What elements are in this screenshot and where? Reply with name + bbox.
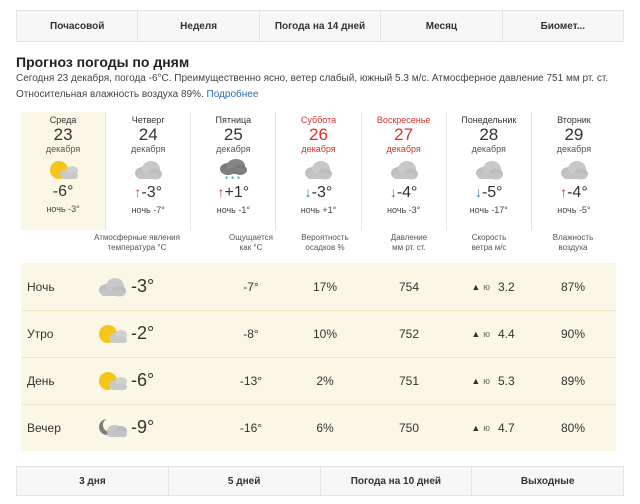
period-humidity: 80% — [560, 420, 586, 435]
period-pressure: 754 — [398, 279, 420, 294]
day-name: Среда — [49, 115, 77, 125]
night-temperature: ночь +1° — [300, 205, 337, 215]
day-temp-value: -4° — [396, 184, 418, 201]
svg-text:*: * — [225, 175, 229, 182]
period-precip-probability: 2% — [316, 373, 334, 388]
cloud-icon — [301, 158, 335, 182]
day-name: Вторник — [557, 115, 591, 125]
tab-hourly[interactable]: Почасовой — [17, 11, 138, 41]
day-month: декабря — [471, 144, 506, 154]
moon-cloud-icon — [95, 404, 129, 451]
header-humidity-line1: Влажность — [552, 233, 594, 242]
night-temperature: ночь -3° — [46, 204, 80, 214]
sun-cloud-icon — [95, 357, 129, 404]
more-link[interactable]: Подробнее — [206, 89, 259, 100]
day-number: 27 — [394, 125, 414, 144]
header-wind — [449, 233, 529, 253]
header-pressure-line1: Давление — [390, 233, 428, 242]
day-temp-value: +1° — [224, 184, 250, 201]
period-temperature: -2° — [131, 323, 155, 343]
period-pressure: 750 — [398, 420, 420, 435]
header-pressure — [369, 233, 449, 253]
snow-cloud-icon — [216, 158, 250, 182]
header-precip — [285, 233, 365, 253]
header-phenomena-line2: температура °С — [107, 243, 167, 252]
day-name: Пятница — [215, 115, 252, 125]
wind-arrow-icon: ▲ — [471, 281, 481, 292]
svg-text:*: * — [231, 175, 235, 182]
day-month: декабря — [556, 144, 592, 154]
header-precip-line1: Вероятность — [301, 233, 349, 242]
wind-arrow-icon: ▲ — [471, 422, 481, 433]
period-row — [21, 357, 616, 405]
day-number: 29 — [564, 125, 584, 144]
page-title: Прогноз погоды по дням — [16, 54, 190, 70]
header-humidity — [533, 233, 613, 253]
wind-speed: 4.7 — [497, 420, 515, 435]
day-name: Четверг — [131, 115, 165, 125]
tab-10-days[interactable]: Погода на 10 дней — [321, 467, 473, 495]
day-name: Понедельник — [461, 115, 517, 125]
trend-arrow-icon: ↓ — [389, 184, 397, 200]
day-month: декабря — [301, 144, 336, 154]
period-table — [21, 263, 616, 451]
header-wind-line1: Скорость — [471, 233, 507, 242]
period-row — [21, 263, 616, 311]
day-number: 23 — [53, 125, 73, 144]
day-temperature — [532, 184, 616, 201]
day-name: Суббота — [300, 115, 337, 125]
wind-direction: ю — [483, 375, 490, 386]
night-temperature: ночь -3° — [387, 205, 421, 215]
wind-direction: ю — [483, 281, 490, 292]
day-temp-value: -5° — [481, 184, 503, 201]
sun-cloud-icon — [95, 310, 129, 357]
header-humidity-line2: воздуха — [558, 243, 588, 252]
night-temperature: ночь -5° — [557, 205, 591, 215]
day-temp-value: -4° — [567, 184, 588, 201]
day-number: 26 — [309, 125, 328, 144]
day-column[interactable] — [275, 112, 360, 230]
tab-biomet[interactable]: Биомет... — [540, 20, 586, 32]
day-name: Воскресенье — [376, 115, 431, 125]
period-row — [21, 310, 616, 358]
night-temperature: ночь -7° — [131, 205, 165, 215]
header-phenomena-line1: Атмосферные явления — [94, 233, 180, 242]
day-temperature — [191, 184, 275, 201]
tab-week[interactable]: Неделя — [138, 11, 259, 41]
tab-5-days[interactable]: 5 дней — [169, 467, 321, 495]
day-temp-value: -3° — [311, 184, 333, 201]
day-column[interactable] — [446, 112, 531, 230]
day-temp-value: -6° — [52, 183, 74, 200]
wind-direction: ю — [483, 328, 490, 339]
days-strip — [21, 112, 616, 230]
period-precip-probability: 10% — [312, 326, 338, 341]
tab-weekend[interactable]: Выходные — [520, 475, 575, 487]
period-wind — [453, 404, 533, 451]
description-text: Сегодня 23 декабря, погода -6°С. Преимущественно ясно, ветер слабый, южный 5.3 м/с. Атмосферное давление 751 мм рт. ст. Относительная влажность воздуха 89%. — [16, 73, 609, 100]
wind-speed: 4.4 — [497, 326, 515, 341]
period-feels-like: -8° — [243, 326, 259, 341]
day-temp-value: -3° — [141, 184, 163, 201]
cloud-icon — [557, 158, 591, 182]
cloud-icon — [387, 158, 421, 182]
wind-speed: 3.2 — [497, 279, 515, 294]
trend-arrow-icon: ↑ — [217, 184, 225, 200]
day-temperature — [362, 184, 446, 201]
cloud-icon — [131, 158, 165, 182]
cloud-icon — [95, 263, 129, 310]
wind-direction: ю — [483, 422, 490, 433]
day-number: 24 — [138, 125, 158, 144]
period-name: Утро — [27, 326, 54, 341]
day-month: декабря — [45, 144, 81, 154]
night-temperature: ночь -1° — [216, 205, 250, 215]
day-column[interactable] — [21, 112, 105, 230]
wind-arrow-icon: ▲ — [471, 328, 481, 339]
header-pressure-line2: мм рт. ст. — [392, 243, 426, 252]
trend-arrow-icon: ↓ — [304, 184, 312, 200]
wind-arrow-icon: ▲ — [471, 375, 481, 386]
day-month: декабря — [386, 144, 421, 154]
day-month: декабря — [131, 144, 166, 154]
day-column[interactable] — [190, 112, 275, 230]
cloud-icon — [472, 158, 506, 182]
period-wind — [453, 357, 533, 404]
day-month: декабря — [216, 144, 251, 154]
period-name: Вечер — [27, 420, 61, 435]
period-humidity: 90% — [560, 326, 586, 341]
period-humidity: 89% — [560, 373, 586, 388]
period-feels-like: -16° — [239, 420, 263, 435]
header-phenomena — [77, 233, 197, 253]
period-feels-like: -13° — [239, 373, 263, 388]
header-feels — [211, 233, 291, 253]
day-column[interactable] — [105, 112, 190, 230]
forecast-description — [16, 71, 626, 103]
period-temperature: -3° — [131, 276, 155, 296]
tab-3-days[interactable]: 3 дня — [17, 467, 169, 495]
period-wind — [453, 263, 533, 310]
top-navigation — [16, 10, 624, 42]
period-temperature: -9° — [131, 417, 155, 437]
header-precip-line2: осадков % — [305, 243, 345, 252]
trend-arrow-icon: ↓ — [474, 184, 482, 200]
day-column[interactable] — [361, 112, 446, 230]
header-wind-line2: ветра м/с — [471, 243, 507, 252]
tab-month[interactable]: Месяц — [381, 11, 502, 41]
tab-14-days[interactable]: Погода на 14 дней — [260, 11, 381, 41]
header-feels-line1: Ощущается — [228, 233, 273, 242]
period-humidity: 87% — [560, 279, 586, 294]
period-temperature: -6° — [131, 370, 155, 390]
period-pressure: 752 — [398, 326, 420, 341]
day-temperature — [276, 184, 360, 201]
period-name: Ночь — [27, 279, 55, 294]
day-number: 25 — [223, 125, 243, 144]
period-feels-like: -7° — [243, 279, 259, 294]
trend-arrow-icon: ↑ — [134, 184, 142, 200]
day-number: 28 — [479, 125, 499, 144]
trend-arrow-icon: ↑ — [560, 184, 568, 200]
period-name: День — [27, 373, 55, 388]
period-precip-probability: 6% — [316, 420, 334, 435]
bottom-navigation — [16, 466, 624, 496]
day-temperature — [106, 184, 190, 201]
period-pressure: 751 — [398, 373, 420, 388]
day-temperature — [21, 184, 105, 200]
sun-cloud-icon — [46, 158, 80, 182]
wind-speed: 5.3 — [497, 373, 515, 388]
svg-text:*: * — [237, 175, 241, 182]
period-row — [21, 404, 616, 451]
day-temperature — [447, 184, 531, 201]
day-column[interactable] — [531, 112, 616, 230]
period-precip-probability: 17% — [312, 279, 338, 294]
column-headers — [21, 233, 616, 261]
period-wind — [453, 310, 533, 357]
header-feels-line2: как °С — [239, 243, 263, 252]
night-temperature: ночь -17° — [469, 205, 508, 215]
